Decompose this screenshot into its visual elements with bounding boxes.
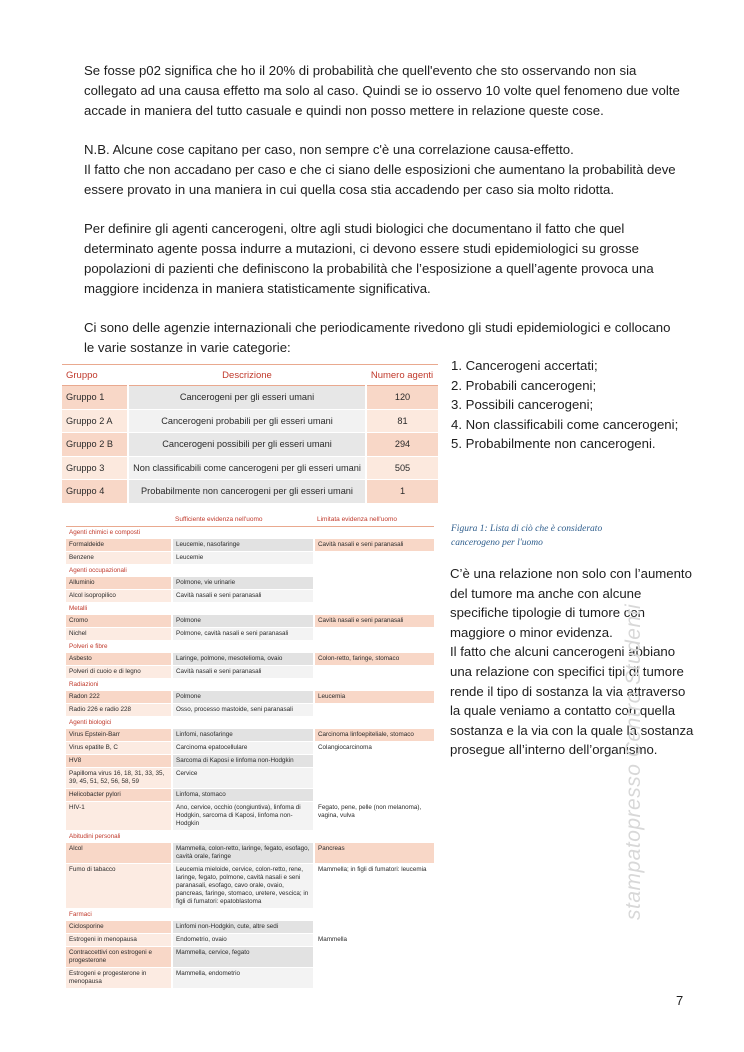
category-label: Agenti biologici xyxy=(66,716,434,728)
limited-evidence-cell: Leucemia xyxy=(314,690,434,703)
sufficient-evidence-cell: Linfomi non-Hodgkin, cute, altre sedi xyxy=(172,920,314,933)
group-cell: Gruppo 3 xyxy=(62,456,128,480)
agent-cell: Ciclosporine xyxy=(66,920,172,933)
category-label: Farmaci xyxy=(66,908,434,920)
category-label: Radiazioni xyxy=(66,678,434,690)
table-row xyxy=(66,703,434,716)
category-label: Abitudini personali xyxy=(66,830,434,842)
sufficient-evidence-cell: Endometrio, ovaio xyxy=(172,933,314,946)
paragraph-pvalue xyxy=(84,61,684,121)
paragraph-nb xyxy=(84,140,684,200)
limited-evidence-cell xyxy=(314,767,434,788)
limited-evidence-cell: Pancreas xyxy=(314,842,434,863)
category-row xyxy=(66,564,434,576)
table-row xyxy=(66,946,434,967)
group-cell: Gruppo 2 A xyxy=(62,409,128,433)
group-table-header xyxy=(62,365,438,386)
sufficient-evidence-cell: Polmone, vie urinarie xyxy=(172,576,314,589)
description-cell: Probabilmente non cancerogeni per gli esseri umani xyxy=(128,480,366,504)
limited-evidence-cell xyxy=(314,920,434,933)
page-number: 7 xyxy=(676,993,684,1008)
agent-cell: Cromo xyxy=(66,614,172,627)
count-cell: 505 xyxy=(366,456,438,480)
paragraph-text: Per definire gli agenti cancerogeni, oltre agli studi biologici che documentano il fatto che quel determinato agente possa indurre a mutazioni, ci devono essere studi epidemiologici su grosse popolazioni di pazienti che definiscono la probabilità che l’esposizione a quell’agente provoca una maggiore incidenza in maniera statisticamente significativa. xyxy=(84,221,654,296)
description-cell: Non classificabili come cancerogeni per gli esseri umani xyxy=(128,456,366,480)
header-cell: Descrizione xyxy=(128,365,366,386)
category-row xyxy=(66,716,434,728)
table-row xyxy=(66,728,434,741)
limited-evidence-cell xyxy=(314,576,434,589)
list-item: 3. Possibili cancerogeni; xyxy=(451,397,594,413)
table-row xyxy=(66,801,434,830)
category-label: Polveri e fibre xyxy=(66,640,434,652)
paragraph-text: C’è una relazione non solo con l’aumento del tumore ma anche con alcune specifiche tipologie di tumore con maggiore o minor evidenza. xyxy=(450,566,692,640)
category-row xyxy=(66,526,434,538)
agent-cell: Fumo di tabacco xyxy=(66,863,172,908)
sufficient-evidence-cell: Linfoma, stomaco xyxy=(172,788,314,801)
agent-cell: Nichel xyxy=(66,627,172,640)
count-cell: 120 xyxy=(366,386,438,410)
agent-cell: Polveri di cuoio e di legno xyxy=(66,665,172,678)
agent-cell: Estrogeni e progesterone in menopausa xyxy=(66,967,172,988)
sufficient-evidence-cell: Carcinoma epatocellulare xyxy=(172,741,314,754)
category-label: Agenti chimici e composti xyxy=(66,526,434,538)
table-row xyxy=(66,538,434,551)
table-row xyxy=(62,456,438,480)
evidence-table-body xyxy=(66,526,434,988)
category-row xyxy=(66,602,434,614)
header-cell xyxy=(66,514,172,526)
sufficient-evidence-cell: Polmone, cavità nasali e seni paranasali xyxy=(172,627,314,640)
table-row xyxy=(66,576,434,589)
table-row xyxy=(66,614,434,627)
table-row xyxy=(66,589,434,602)
limited-evidence-cell xyxy=(314,551,434,564)
limited-evidence-cell: Colon-retto, faringe, stomaco xyxy=(314,652,434,665)
agent-cell: Contraccettivi con estrogeni e progesterone xyxy=(66,946,172,967)
agent-cell: HV8 xyxy=(66,754,172,767)
sufficient-evidence-cell: Mammella, colon-retto, laringe, fegato, esofago, cavità orale, faringe xyxy=(172,842,314,863)
side-paragraph xyxy=(450,564,695,760)
agent-cell: Radio 226 e radio 228 xyxy=(66,703,172,716)
paragraph-agencies xyxy=(84,318,684,358)
table-row xyxy=(66,652,434,665)
description-cell: Cancerogeni possibili per gli esseri umani xyxy=(128,433,366,457)
agent-cell: Papilloma virus 16, 18, 31, 33, 35, 39, 45, 51, 52, 56, 58, 59 xyxy=(66,767,172,788)
agent-cell: Virus Epstein-Barr xyxy=(66,728,172,741)
group-cell: Gruppo 2 B xyxy=(62,433,128,457)
agent-cell: Formaldeide xyxy=(66,538,172,551)
table-row xyxy=(66,665,434,678)
table-row xyxy=(66,754,434,767)
category-list xyxy=(451,356,691,454)
paragraph-text: Se fosse p02 significa che ho il 20% di probabilità che quell'evento che sto osservando non sia collegato ad una causa effetto ma solo al caso. Quindi se io osservo 10 volte quel fenomeno due volte accade in maniera del tutto casuale e quindi non posso mettere in relazione queste cose. xyxy=(84,63,680,118)
agent-cell: HIV-1 xyxy=(66,801,172,830)
paragraph-text: Ci sono delle agenzie internazionali che periodicamente rivedono gli studi epidemiologici e collocano le varie sostanze in varie categorie: xyxy=(84,320,671,355)
agent-cell: Asbesto xyxy=(66,652,172,665)
paragraph-text: Il fatto che alcuni cancerogeni abbiano una relazione con specifici tipi di tumore rende il tipo di sostanza la via attraverso la quale veniamo a contatto con quella sostanza e la via con la quale la sostanza prosegue all’interno dell’organismo. xyxy=(450,644,694,758)
watermark: stampatopresso Centro Studenti xyxy=(622,603,645,920)
header-cell: Limitata evidenza nell'uomo xyxy=(314,514,434,526)
table-row xyxy=(66,933,434,946)
category-row xyxy=(66,830,434,842)
agent-cell: Alluminio xyxy=(66,576,172,589)
table-row xyxy=(66,551,434,564)
sufficient-evidence-cell: Mammella, endometrio xyxy=(172,967,314,988)
agent-cell: Radon 222 xyxy=(66,690,172,703)
limited-evidence-cell: Mammella xyxy=(314,933,434,946)
list-item: 4. Non classificabili come cancerogeni; xyxy=(451,416,679,432)
count-cell: 294 xyxy=(366,433,438,457)
limited-evidence-cell xyxy=(314,665,434,678)
limited-evidence-cell xyxy=(314,754,434,767)
agent-cell: Benzene xyxy=(66,551,172,564)
table-row xyxy=(66,690,434,703)
sufficient-evidence-cell: Leucemia mieloide, cervice, colon-retto, rene, laringe, fegato, polmone, cavità nasali e seni paranasali, esofago, cavo orale, ovaio, pancreas, faringe, stomaco, uretere, vescica; in figli di fumatori: epatoblastoma xyxy=(172,863,314,908)
limited-evidence-cell: Carcinoma linfoepiteliale, stomaco xyxy=(314,728,434,741)
header-cell: Numero agenti xyxy=(366,365,438,386)
list-item: 1. Cancerogeni accertati; xyxy=(451,358,598,373)
sufficient-evidence-cell: Mammella, cervice, fegato xyxy=(172,946,314,967)
sufficient-evidence-cell: Polmone xyxy=(172,614,314,627)
sufficient-evidence-cell: Cavità nasali e seni paranasali xyxy=(172,589,314,602)
table-row xyxy=(62,433,438,457)
group-table xyxy=(62,364,438,504)
agent-cell: Alcol isopropilico xyxy=(66,589,172,602)
list-item: 2. Probabili cancerogeni; xyxy=(451,377,597,393)
table-row xyxy=(66,967,434,988)
description-cell: Cancerogeni probabili per gli esseri umani xyxy=(128,409,366,433)
evidence-table xyxy=(66,514,434,989)
count-cell: 81 xyxy=(366,409,438,433)
category-label: Agenti occupazionali xyxy=(66,564,434,576)
agent-cell: Alcol xyxy=(66,842,172,863)
limited-evidence-cell: Mammella; in figli di fumatori: leucemia xyxy=(314,863,434,908)
sufficient-evidence-cell: Cavità nasali e seni paranasali xyxy=(172,665,314,678)
limited-evidence-cell xyxy=(314,703,434,716)
limited-evidence-cell xyxy=(314,627,434,640)
table-row xyxy=(62,386,438,410)
sufficient-evidence-cell: Polmone xyxy=(172,690,314,703)
paragraph-agents xyxy=(84,219,684,299)
table-row xyxy=(66,627,434,640)
agent-cell: Estrogeni in menopausa xyxy=(66,933,172,946)
agent-cell: Virus epatite B, C xyxy=(66,741,172,754)
sufficient-evidence-cell: Linfomi, nasofaringe xyxy=(172,728,314,741)
table-row xyxy=(66,788,434,801)
category-row xyxy=(66,908,434,920)
table-row xyxy=(62,480,438,504)
limited-evidence-cell: Colangiocarcinoma xyxy=(314,741,434,754)
agent-cell: Helicobacter pylori xyxy=(66,788,172,801)
table-row xyxy=(62,409,438,433)
table-row xyxy=(66,741,434,754)
sufficient-evidence-cell: Leucemie xyxy=(172,551,314,564)
category-row xyxy=(66,678,434,690)
group-cell: Gruppo 1 xyxy=(62,386,128,410)
header-cell: Sufficiente evidenza nell'uomo xyxy=(172,514,314,526)
sufficient-evidence-cell: Osso, processo mastoide, seni paranasali xyxy=(172,703,314,716)
sufficient-evidence-cell: Sarcoma di Kaposi e linfoma non-Hodgkin xyxy=(172,754,314,767)
limited-evidence-cell: Cavità nasali e seni paranasali xyxy=(314,538,434,551)
table-row xyxy=(66,920,434,933)
sufficient-evidence-cell: Cervice xyxy=(172,767,314,788)
sufficient-evidence-cell: Ano, cervice, occhio (congiuntiva), linfoma di Hodgkin, sarcoma di Kaposi, linfoma non-Hodgkin xyxy=(172,801,314,830)
sufficient-evidence-cell: Leucemie, nasofaringe xyxy=(172,538,314,551)
limited-evidence-cell: Fegato, pene, pelle (non melanoma), vagina, vulva xyxy=(314,801,434,830)
limited-evidence-cell: Cavità nasali e seni paranasali xyxy=(314,614,434,627)
sufficient-evidence-cell: Laringe, polmone, mesotelioma, ovaio xyxy=(172,652,314,665)
count-cell: 1 xyxy=(366,480,438,504)
category-row xyxy=(66,640,434,652)
description-cell: Cancerogeni per gli esseri umani xyxy=(128,386,366,410)
limited-evidence-cell xyxy=(314,589,434,602)
evidence-table-header xyxy=(66,514,434,526)
group-cell: Gruppo 4 xyxy=(62,480,128,504)
category-label: Metalli xyxy=(66,602,434,614)
table-row xyxy=(66,863,434,908)
list-item: 5. Probabilmente non cancerogeni. xyxy=(451,436,656,452)
limited-evidence-cell xyxy=(314,967,434,988)
table-row xyxy=(66,767,434,788)
table-row xyxy=(66,842,434,863)
paragraph-text: N.B. Alcune cose capitano per caso, non sempre c'è una correlazione causa-effetto. xyxy=(84,142,574,157)
paragraph-text: Il fatto che non accadano per caso e che ci siano delle esposizioni che aumentano la probabilità deve essere provato in una maniera in cui quella cosa stia accadendo per caso sia molto ridotta. xyxy=(84,162,676,197)
figure-caption: Figura 1: Lista di ciò che è considerato cancerogeno per l'uomo xyxy=(451,524,603,548)
limited-evidence-cell xyxy=(314,946,434,967)
limited-evidence-cell xyxy=(314,788,434,801)
header-cell: Gruppo xyxy=(62,365,128,386)
